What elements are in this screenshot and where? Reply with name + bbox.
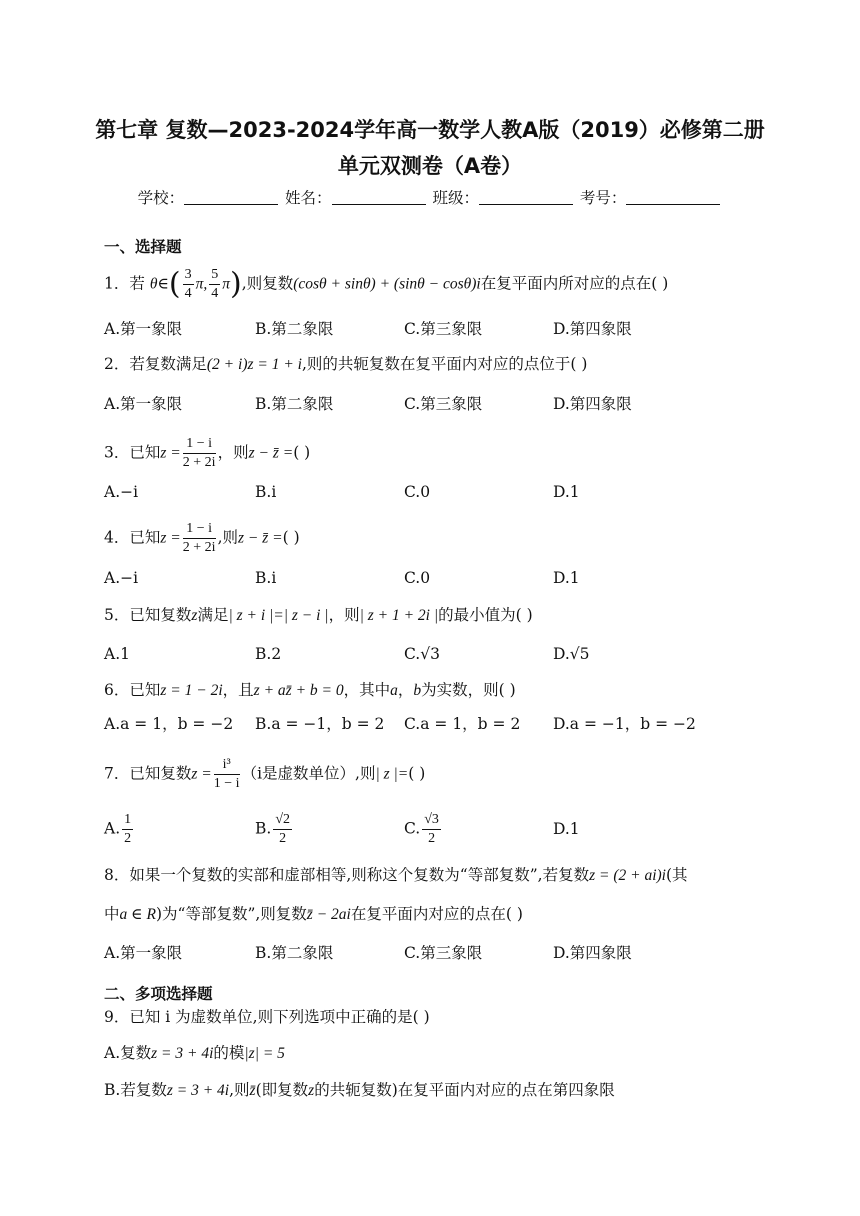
option-c[interactable]: C.第三象限: [404, 320, 483, 338]
fraction: $\frac{5}{4}$: [211, 267, 219, 301]
fraction: $\frac{1}{2}$: [124, 812, 132, 846]
fraction: $\frac{√3}{2}$: [424, 812, 439, 846]
exam-number-label: 考号：: [579, 189, 627, 207]
fraction: $\frac{1 - i}{2 + 2i}$: [182, 436, 216, 470]
question-9: 9．已知 i 为虚数单位,则下列选项中正确的是( ): [104, 1008, 430, 1026]
fraction: $\frac{\text{i³}}{1 - i}$: [213, 757, 240, 791]
option-c[interactable]: C. $\frac{√3}{2}$: [404, 812, 439, 846]
school-label: 学校：: [137, 189, 185, 207]
option-c[interactable]: C.0: [404, 483, 431, 501]
option-b[interactable]: B.2: [255, 645, 282, 663]
question-8-line-2: 中a ∈ R)为“等部复数”,则复数z̄ − 2ai在复平面内对应的点在( ): [104, 905, 523, 923]
question-9-option-a[interactable]: A.复数z = 3 + 4i的模|z| = 5: [104, 1044, 285, 1062]
class-blank: [479, 190, 573, 205]
exam-number-blank: [626, 190, 720, 205]
option-a[interactable]: A.−i: [104, 569, 139, 587]
name-blank: [332, 190, 426, 205]
option-c[interactable]: C.第三象限: [404, 944, 483, 962]
option-a[interactable]: A. $\frac{1}{2}$: [104, 812, 132, 846]
option-a[interactable]: A.−i: [104, 483, 139, 501]
question-7: 7．已知复数z = $\frac{\text{i³}}{1 - i}$ （i是虚数单位）,则| z |=( ): [104, 757, 426, 791]
option-c[interactable]: C.√3: [404, 645, 440, 663]
option-b[interactable]: B.a = −1，b = 2: [255, 715, 385, 733]
question-5: 5．已知复数z满足| z + i |=| z − i |，则| z + 1 + 2i |的最小值为( ): [104, 606, 533, 624]
option-d[interactable]: D.第四象限: [553, 944, 632, 962]
option-b[interactable]: B.第二象限: [255, 320, 334, 338]
option-d[interactable]: D.1: [553, 483, 580, 501]
fraction: $\frac{1 - i}{2 + 2i}$: [182, 521, 216, 555]
section-heading-single-choice: 一、选择题: [104, 238, 182, 256]
student-info-row: [0, 186, 860, 208]
page-subtitle: 单元双测卷（A卷）: [337, 154, 523, 178]
option-b[interactable]: B. $\frac{√2}{2}$: [255, 812, 291, 846]
option-a[interactable]: A.第一象限: [104, 944, 183, 962]
option-a[interactable]: A.第一象限: [104, 395, 183, 413]
school-blank: [184, 190, 278, 205]
fraction: $\frac{√2}{2}$: [275, 812, 291, 846]
question-4: 4．已知z = $\frac{1 - i}{2 + 2i}$ ,则z − z̄ =( ): [104, 521, 300, 555]
option-d[interactable]: D.第四象限: [553, 395, 632, 413]
option-c[interactable]: C.a = 1，b = 2: [404, 715, 521, 733]
option-a[interactable]: A.a = 1，b = −2: [104, 715, 234, 733]
option-b[interactable]: B.i: [255, 483, 277, 501]
page-title: 第七章 复数—2023-2024学年高一数学人教A版（2019）必修第二册: [95, 118, 765, 142]
question-9-option-b[interactable]: B.若复数z = 3 + 4i,则z̄(即复数z的共轭复数)在复平面内对应的点在第四象限: [104, 1081, 615, 1099]
option-c[interactable]: C.0: [404, 569, 431, 587]
option-d[interactable]: D.a = −1，b = −2: [553, 715, 696, 733]
name-label: 姓名：: [285, 189, 332, 207]
question-8-line-1: 8．如果一个复数的实部和虚部相等,则称这个复数为“等部复数”,若复数z = (2 + ai)i(其: [104, 866, 688, 884]
option-b[interactable]: B.第二象限: [255, 395, 334, 413]
option-b[interactable]: B.i: [255, 569, 277, 587]
question-1: 1．若 θ∈( $\frac{3}{4}$ π, $\frac{5}{4}$ π),则复数(cosθ + sinθ) + (sinθ − cosθ)i在复平面内所对应的点在( ): [104, 266, 669, 302]
fraction: $\frac{3}{4}$: [184, 267, 192, 301]
option-d[interactable]: D.第四象限: [553, 320, 632, 338]
option-a[interactable]: A.1: [104, 645, 130, 663]
question-2: 2．若复数满足(2 + i)z = 1 + i,则的共轭复数在复平面内对应的点位于( ): [104, 355, 588, 373]
option-b[interactable]: B.第二象限: [255, 944, 334, 962]
class-label: 班级：: [432, 189, 479, 207]
question-3: 3．已知z = $\frac{1 - i}{2 + 2i}$ ，则z − z̄ =( ): [104, 436, 311, 470]
question-6: 6．已知z = 1 − 2i，且z + az̄ + b = 0，其中a，b为实数，则( ): [104, 681, 516, 699]
option-a[interactable]: A.第一象限: [104, 320, 183, 338]
option-d[interactable]: D.√5: [553, 645, 590, 663]
option-d[interactable]: D.1: [553, 569, 580, 587]
option-d[interactable]: D.1: [553, 820, 580, 838]
option-c[interactable]: C.第三象限: [404, 395, 483, 413]
section-heading-multiple-choice: 二、多项选择题: [104, 985, 213, 1003]
